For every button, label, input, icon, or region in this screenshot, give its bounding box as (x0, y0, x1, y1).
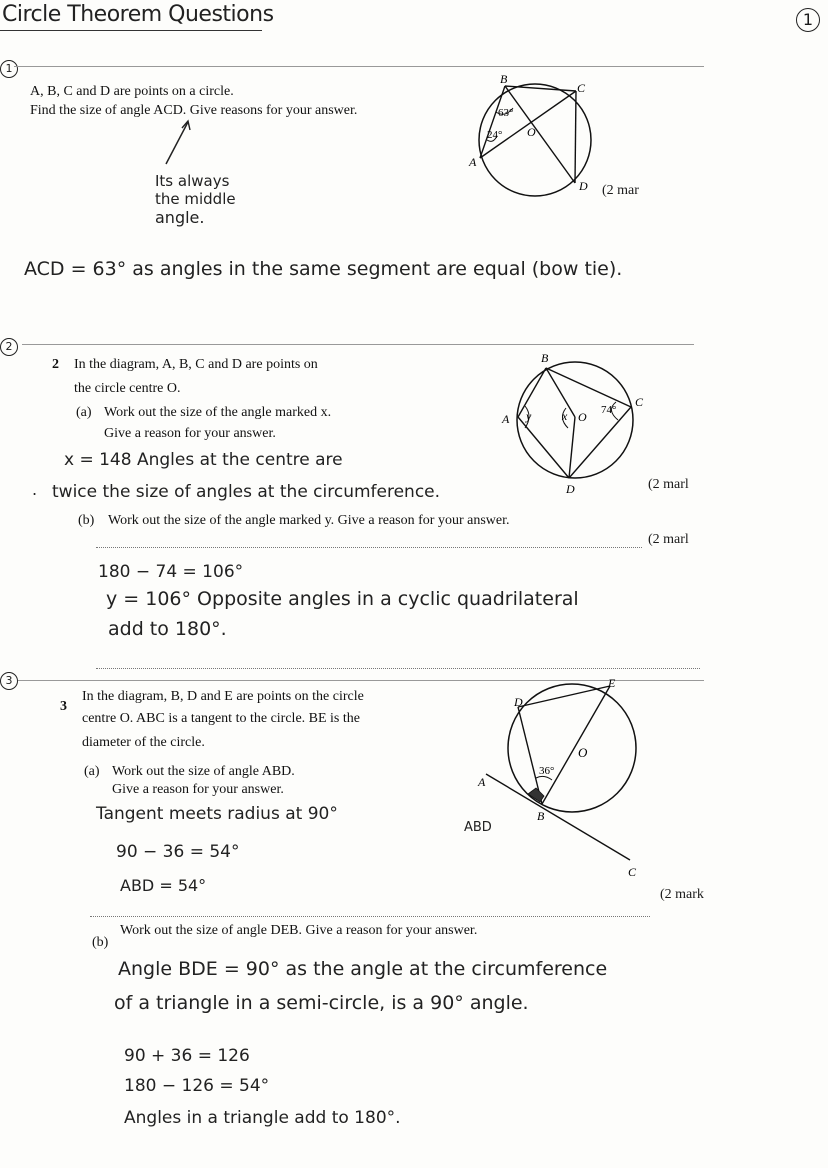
q3-label-o: O (578, 745, 588, 760)
q1-note-line2: the middle (155, 190, 236, 208)
q1-note-line1: Its always (155, 172, 230, 190)
q3-stem-line1: In the diagram, B, D and E are points on the circle (82, 689, 364, 704)
q3-answer-a-line1: Tangent meets radius at 90° (96, 804, 338, 824)
q2-chord-ba (518, 368, 546, 417)
q3-label-a: A (478, 775, 486, 789)
q3-part-a-label: (a) (84, 764, 100, 779)
q1-chord-ba (480, 86, 505, 158)
q1-angle-63: 63° (498, 107, 514, 119)
q1-pointer-arrow (160, 118, 200, 168)
q3-stem-line2: centre O. ABC is a tangent to the circle. BE is the (82, 711, 360, 726)
q1-label-o: O (527, 125, 536, 139)
q3-diagram (470, 670, 650, 890)
q2-marks-a: (2 marl (648, 477, 689, 492)
q1-chord-cd (575, 91, 576, 183)
q2-marks-b: (2 marl (648, 532, 689, 547)
q2-part-b-label: (b) (78, 513, 95, 528)
q2-label-c: C (635, 395, 644, 409)
q3-part-a-line1: Work out the size of angle ABD. (112, 764, 295, 779)
q1-diagram (465, 70, 605, 210)
q2-label-d: D (566, 482, 575, 496)
q3-circle-number: 3 (0, 672, 18, 690)
q2-circle-number: 2 (0, 338, 18, 356)
q1-chord-bc (505, 86, 576, 91)
q2-answer-line-b (96, 547, 642, 548)
q2-label-b: B (541, 351, 549, 365)
q3-label-e: E (608, 676, 616, 690)
q1-label-b: B (500, 72, 508, 86)
q2-number: 2 (52, 357, 59, 372)
q2-angle-74: 74° (601, 404, 617, 416)
q1-chord-bd (505, 86, 575, 183)
q1-label-a: A (469, 155, 477, 169)
q3-label-d: D (514, 695, 523, 709)
q1-marks: (2 mar (602, 183, 639, 198)
q3-marks-a: (2 mark (660, 887, 704, 902)
q2-label-y: y (526, 409, 532, 423)
q2-line-bc (546, 368, 631, 407)
q1-note-line3: angle. (155, 208, 205, 227)
q2-stem-line2: the circle centre O. (74, 381, 181, 396)
q3-answer-b-line4: 180 − 126 = 54° (124, 1076, 270, 1096)
q1-stem-line1: A, B, C and D are points on a circle. (30, 84, 234, 99)
q2-part-b-text: Work out the size of the angle marked y. Give a reason for your answer. (108, 513, 510, 528)
q3-label-b: B (537, 809, 545, 823)
q2-label-o: O (578, 410, 587, 424)
q3-tangent-abc (486, 774, 630, 860)
q2-stem-line1: In the diagram, A, B, C and D are points on (74, 357, 318, 372)
q2-divider (22, 344, 694, 345)
q3-label-c: C (628, 865, 637, 879)
q2-answer-b-line1: 180 − 74 = 106° (98, 562, 244, 582)
q3-answer-line-a (90, 916, 650, 917)
title-underline (0, 30, 262, 31)
q1-circle-number: 1 (0, 60, 18, 78)
q3-top-dotted (96, 668, 700, 669)
q2-answer-b-line2: y = 106° Opposite angles in a cyclic quadrilateral (106, 588, 579, 610)
q2-diagram (500, 350, 650, 500)
q3-answer-a-line3: ABD = 54° (120, 876, 207, 895)
q3-abd-note: ABD (464, 820, 492, 835)
q3-chord-db (518, 707, 542, 804)
q2-part-a-line1: Work out the size of the angle marked x. (104, 405, 332, 420)
q2-part-a-label: (a) (76, 405, 92, 420)
q3-answer-a-line2: 90 − 36 = 54° (116, 842, 240, 862)
q1-label-c: C (577, 81, 586, 95)
q2-label-a: A (502, 412, 510, 426)
q3-answer-b-line1: Angle BDE = 90° as the angle at the circumference (118, 958, 608, 980)
q1-stem-line2: Find the size of angle ACD. Give reasons for your answer. (30, 103, 358, 118)
q3-number: 3 (60, 699, 67, 714)
q2-label-x: x (562, 409, 568, 423)
q2-part-a-line2: Give a reason for your answer. (104, 426, 276, 441)
q3-part-b-label: (b) (92, 935, 109, 950)
q3-answer-b-line5: Angles in a triangle add to 180°. (124, 1108, 401, 1128)
q3-angle-36: 36° (539, 765, 555, 777)
q1-answer: ACD = 63° as angles in the same segment are equal (bow tie). (24, 258, 623, 280)
q1-angle-24: 24° (487, 129, 503, 141)
page-number: 1 (796, 8, 820, 32)
q3-chord-de (518, 686, 610, 707)
q3-part-b-text: Work out the size of angle DEB. Give a reason for your answer. (120, 923, 478, 938)
q1-divider (14, 66, 704, 67)
q3-circle (508, 684, 636, 812)
page-title: Circle Theorem Questions (2, 2, 274, 27)
q3-part-a-line2: Give a reason for your answer. (112, 782, 284, 797)
q2-answer-a-line1: x = 148 Angles at the centre are (64, 450, 343, 470)
q3-stem-line3: diameter of the circle. (82, 735, 205, 750)
q3-answer-b-line3: 90 + 36 = 126 (124, 1046, 250, 1066)
q3-diameter-be (542, 686, 610, 804)
q3-answer-b-line2: of a triangle in a semi-circle, is a 90° angle. (114, 992, 529, 1014)
q2-answer-a-line2: twice the size of angles at the circumference. (52, 482, 441, 502)
q1-label-d: D (579, 179, 588, 193)
q2-bullet: . (32, 480, 38, 499)
q2-radius-od (569, 417, 575, 478)
q2-answer-b-line3: add to 180°. (108, 618, 227, 640)
